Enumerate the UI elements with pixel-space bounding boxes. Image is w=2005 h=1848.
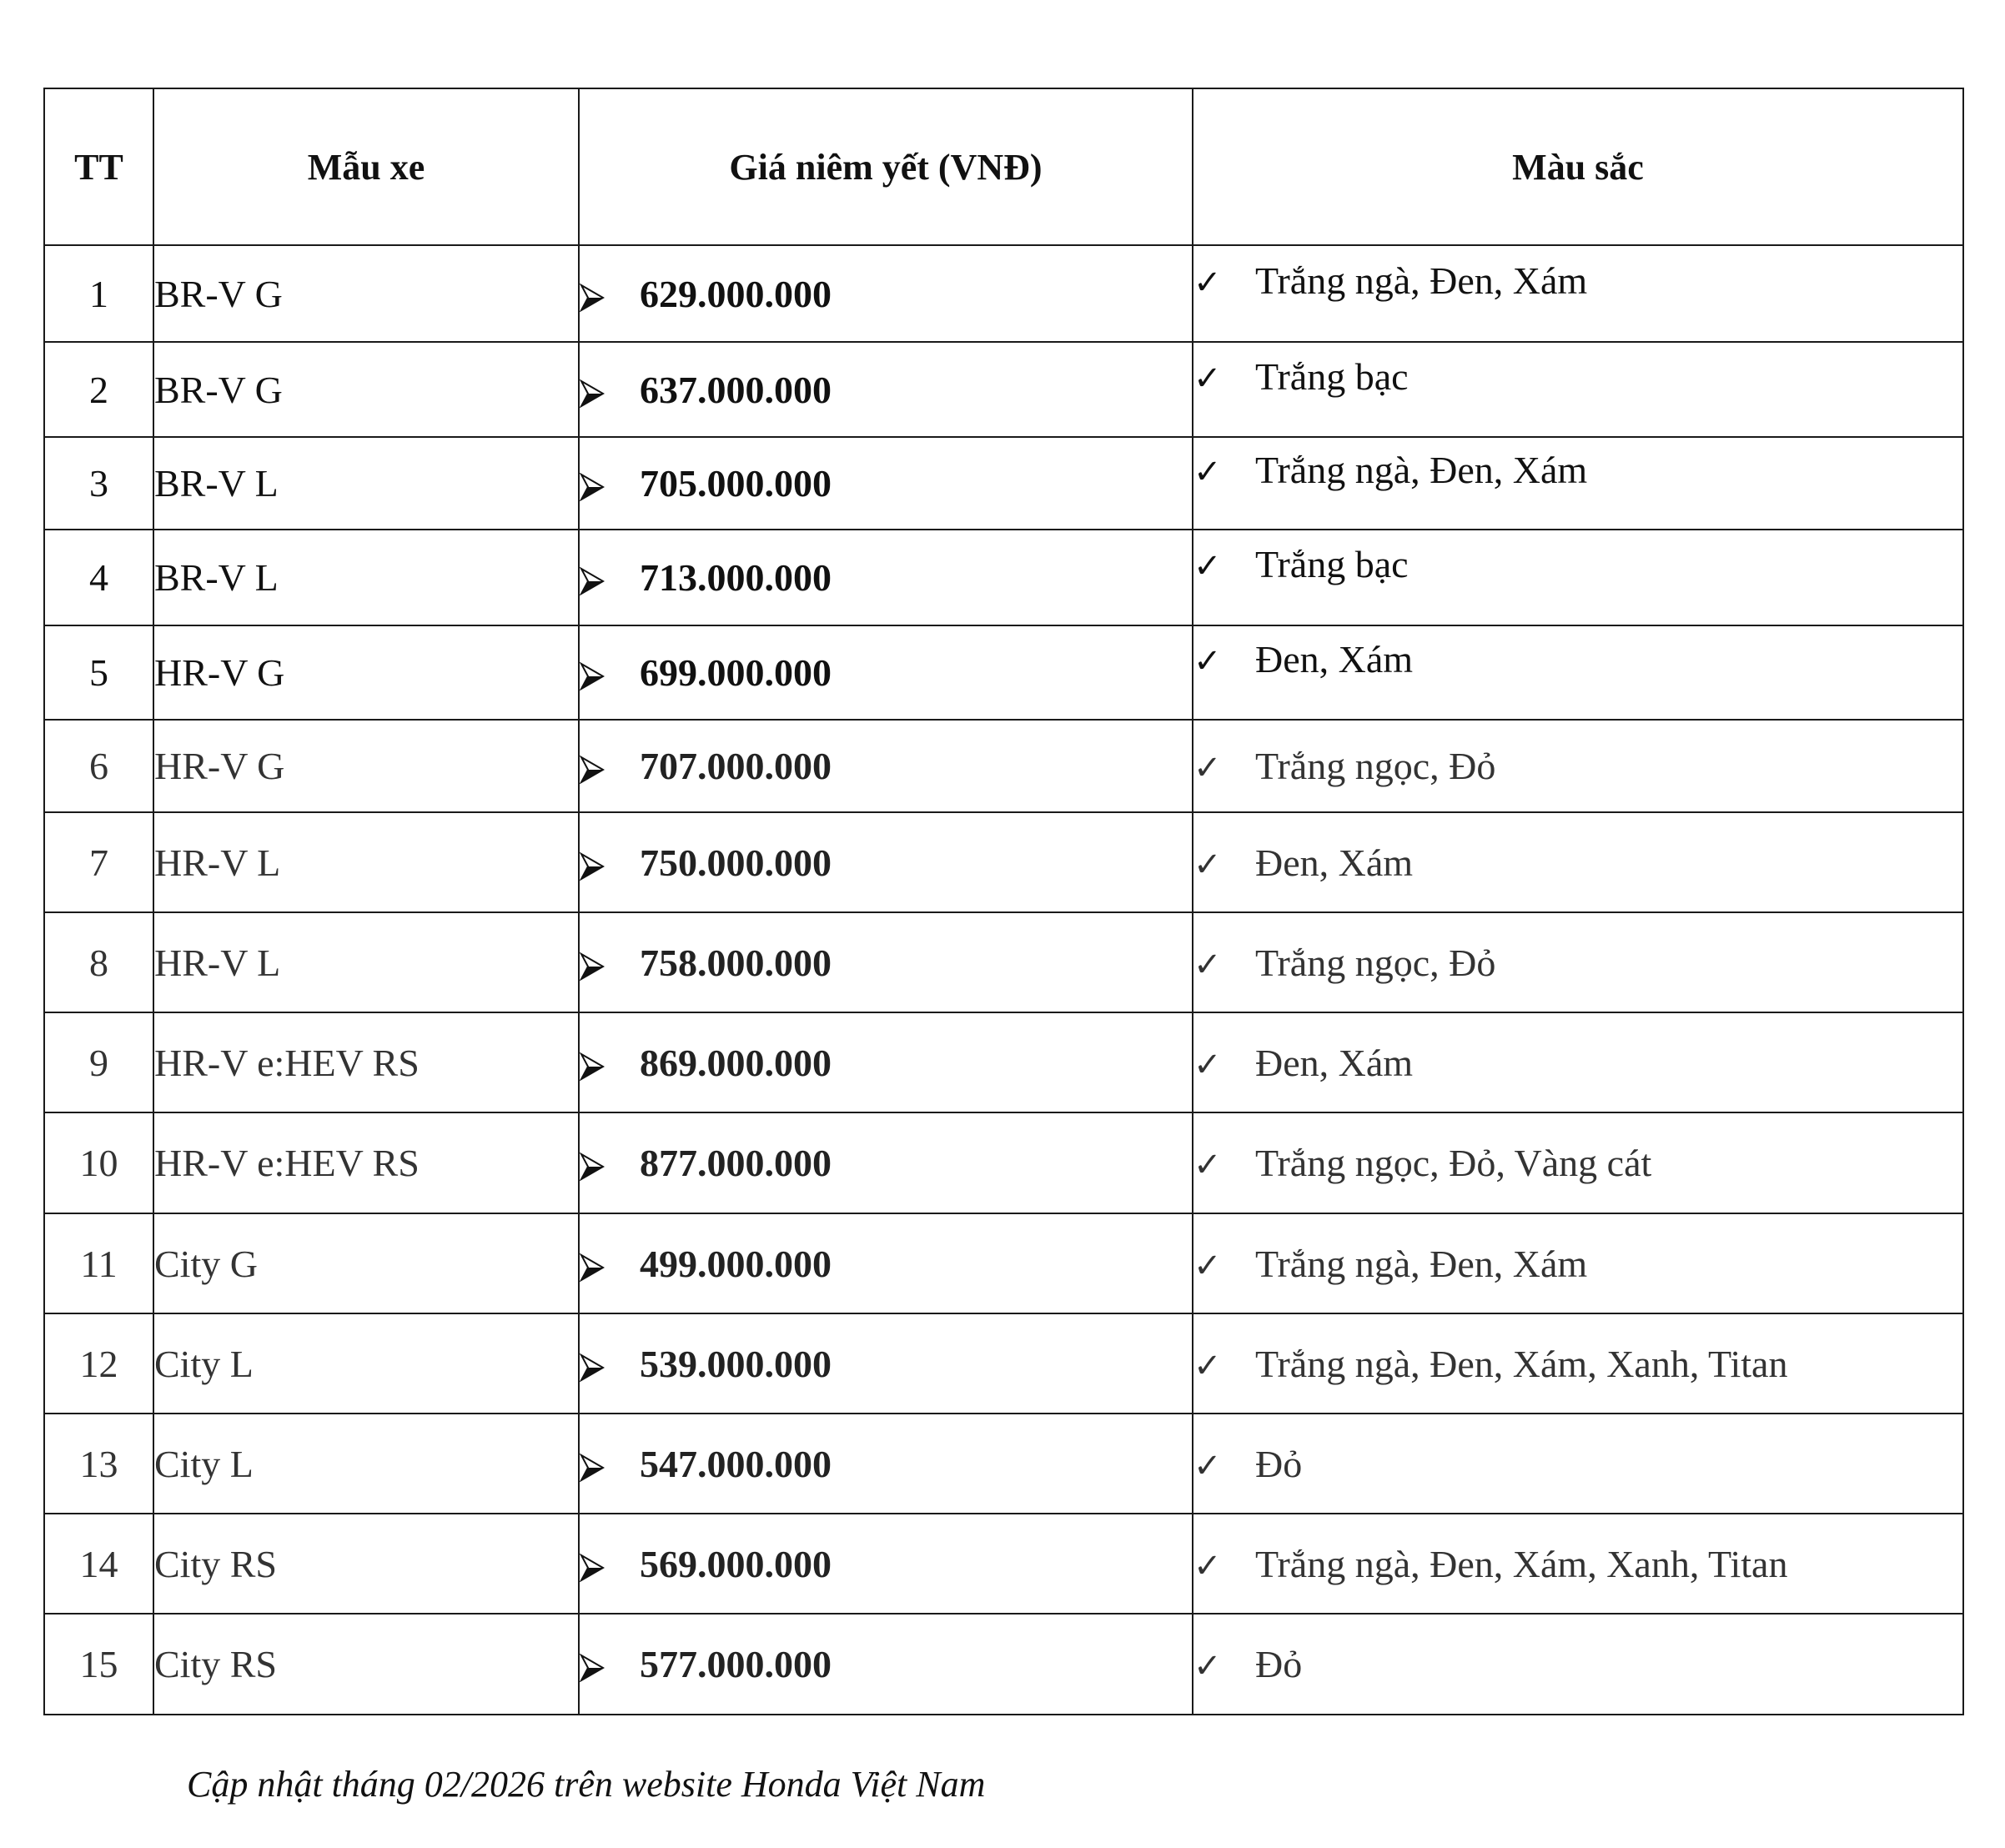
row-number: 10: [44, 1112, 153, 1213]
color-list: Trắng ngà, Đen, Xám, Xanh, Titan: [1255, 1342, 1788, 1385]
arrowhead-bullet-icon: [580, 756, 605, 784]
arrowhead-bullet-icon: [580, 1454, 605, 1482]
color-list: Trắng bạc: [1255, 543, 1409, 585]
model-name: City G: [153, 1213, 579, 1313]
color-cell: [1193, 720, 1963, 812]
color-cell: [1193, 1112, 1963, 1213]
color-cell: [1193, 530, 1963, 625]
checkmark-icon: ✓: [1193, 1647, 1222, 1685]
checkmark-icon: ✓: [1193, 945, 1222, 983]
price-value: 713.000.000: [640, 556, 832, 599]
arrowhead-bullet-icon: [580, 1654, 605, 1682]
table-row: [44, 245, 1963, 342]
checkmark-icon: ✓: [1193, 1446, 1222, 1484]
row-number: 6: [44, 720, 153, 812]
arrowhead-bullet-icon: [580, 473, 605, 501]
table-row: [44, 1414, 1963, 1514]
table-row: [44, 1614, 1963, 1715]
price-cell: [579, 1514, 1193, 1614]
table-row: [44, 342, 1963, 437]
table-row: [44, 530, 1963, 625]
checkmark-icon: ✓: [1193, 453, 1222, 490]
checkmark-icon: ✓: [1193, 1146, 1222, 1183]
price-value: 699.000.000: [640, 651, 832, 694]
arrowhead-bullet-icon: [580, 952, 605, 981]
color-cell: [1193, 625, 1963, 720]
price-value: 707.000.000: [640, 745, 832, 787]
checkmark-icon: ✓: [1193, 1246, 1222, 1284]
price-cell: [579, 1614, 1193, 1715]
color-list: Trắng ngọc, Đỏ: [1255, 745, 1496, 787]
arrowhead-bullet-icon: [580, 1052, 605, 1081]
color-cell: [1193, 1614, 1963, 1715]
color-list: Đen, Xám: [1255, 841, 1414, 884]
price-cell: [579, 1313, 1193, 1414]
table-row: [44, 720, 1963, 812]
arrowhead-bullet-icon: [580, 567, 605, 595]
price-cell: [579, 245, 1193, 342]
checkmark-icon: ✓: [1193, 1346, 1222, 1384]
arrowhead-bullet-icon: [580, 1152, 605, 1181]
price-cell: [579, 1213, 1193, 1313]
price-value: 569.000.000: [640, 1542, 832, 1585]
color-cell: [1193, 245, 1963, 342]
row-number: 4: [44, 530, 153, 625]
model-name: City RS: [153, 1514, 579, 1614]
table-row: [44, 625, 1963, 720]
model-name: City L: [153, 1313, 579, 1414]
color-list: Trắng ngọc, Đỏ: [1255, 941, 1496, 984]
table-row: [44, 437, 1963, 530]
price-cell: [579, 1112, 1193, 1213]
price-value: 577.000.000: [640, 1643, 832, 1685]
header-row: [44, 88, 1963, 245]
model-name: BR-V L: [153, 530, 579, 625]
color-cell: [1193, 1012, 1963, 1112]
color-cell: [1193, 1514, 1963, 1614]
price-cell: [579, 437, 1193, 530]
header-model: Mẫu xe: [153, 88, 579, 245]
price-value: 629.000.000: [640, 272, 832, 315]
color-list: Trắng bạc: [1255, 354, 1409, 398]
color-list: Đỏ: [1255, 1442, 1303, 1485]
table-row: [44, 1112, 1963, 1213]
price-cell: [579, 812, 1193, 912]
color-list: Trắng ngà, Đen, Xám: [1255, 259, 1588, 302]
checkmark-icon: ✓: [1193, 547, 1222, 585]
color-cell: [1193, 437, 1963, 530]
color-cell: [1193, 1414, 1963, 1514]
table-body: [44, 245, 1963, 1715]
color-list: Trắng ngọc, Đỏ, Vàng cát: [1255, 1142, 1652, 1184]
arrowhead-bullet-icon: [580, 1253, 605, 1282]
price-cell: [579, 1414, 1193, 1514]
row-number: 8: [44, 912, 153, 1012]
arrowhead-bullet-icon: [580, 379, 605, 408]
price-value: 750.000.000: [640, 841, 832, 884]
model-name: HR-V L: [153, 812, 579, 912]
arrowhead-bullet-icon: [580, 1554, 605, 1582]
row-number: 1: [44, 245, 153, 342]
price-cell: [579, 912, 1193, 1012]
checkmark-icon: ✓: [1193, 359, 1222, 397]
checkmark-icon: ✓: [1193, 263, 1222, 301]
price-cell: [579, 625, 1193, 720]
price-value: 869.000.000: [640, 1041, 832, 1084]
color-cell: [1193, 812, 1963, 912]
price-value: 705.000.000: [640, 462, 832, 505]
table-row: [44, 1514, 1963, 1614]
price-cell: [579, 720, 1193, 812]
table-row: [44, 912, 1963, 1012]
model-name: HR-V e:HEV RS: [153, 1012, 579, 1112]
row-number: 9: [44, 1012, 153, 1112]
color-list: Đen, Xám: [1255, 638, 1414, 680]
row-number: 12: [44, 1313, 153, 1414]
model-name: HR-V G: [153, 720, 579, 812]
price-value: 758.000.000: [640, 941, 832, 984]
table-row: [44, 812, 1963, 912]
checkmark-icon: ✓: [1193, 845, 1222, 883]
color-list: Trắng ngà, Đen, Xám: [1255, 449, 1588, 491]
model-name: BR-V G: [153, 245, 579, 342]
header-color: Màu sắc: [1193, 88, 1963, 245]
model-name: HR-V L: [153, 912, 579, 1012]
price-value: 547.000.000: [640, 1442, 832, 1485]
color-cell: [1193, 1213, 1963, 1313]
price-value: 637.000.000: [640, 368, 832, 411]
model-name: HR-V e:HEV RS: [153, 1112, 579, 1213]
row-number: 15: [44, 1614, 153, 1715]
price-value: 877.000.000: [640, 1142, 832, 1184]
row-number: 3: [44, 437, 153, 530]
color-cell: [1193, 912, 1963, 1012]
header-tt: TT: [44, 88, 153, 245]
table-row: [44, 1213, 1963, 1313]
row-number: 13: [44, 1414, 153, 1514]
update-note: Cập nhật tháng 02/2026 trên website Honda Việt Nam: [187, 1764, 986, 1805]
arrowhead-bullet-icon: [580, 852, 605, 881]
color-list: Trắng ngà, Đen, Xám, Xanh, Titan: [1255, 1542, 1788, 1585]
arrowhead-bullet-icon: [580, 284, 605, 312]
price-cell: [579, 530, 1193, 625]
model-name: BR-V L: [153, 437, 579, 530]
arrowhead-bullet-icon: [580, 1353, 605, 1382]
header-price: Giá niêm yết (VNĐ): [579, 88, 1193, 245]
table-row: [44, 1012, 1963, 1112]
row-number: 2: [44, 342, 153, 437]
price-value: 499.000.000: [640, 1242, 832, 1285]
color-list: Trắng ngà, Đen, Xám: [1255, 1242, 1588, 1285]
table-row: [44, 1313, 1963, 1414]
arrowhead-bullet-icon: [580, 662, 605, 690]
row-number: 14: [44, 1514, 153, 1614]
model-name: City RS: [153, 1614, 579, 1715]
checkmark-icon: ✓: [1193, 1045, 1222, 1083]
row-number: 11: [44, 1213, 153, 1313]
model-name: City L: [153, 1414, 579, 1514]
color-cell: [1193, 1313, 1963, 1414]
model-name: HR-V G: [153, 625, 579, 720]
color-cell: [1193, 342, 1963, 437]
checkmark-icon: ✓: [1193, 749, 1222, 786]
row-number: 5: [44, 625, 153, 720]
price-value: 539.000.000: [640, 1342, 832, 1385]
price-cell: [579, 342, 1193, 437]
model-name: BR-V G: [153, 342, 579, 437]
checkmark-icon: ✓: [1193, 642, 1222, 680]
price-table: [43, 88, 1964, 1715]
color-list: Đen, Xám: [1255, 1041, 1414, 1084]
checkmark-icon: ✓: [1193, 1546, 1222, 1584]
color-list: Đỏ: [1255, 1643, 1303, 1685]
row-number: 7: [44, 812, 153, 912]
price-cell: [579, 1012, 1193, 1112]
